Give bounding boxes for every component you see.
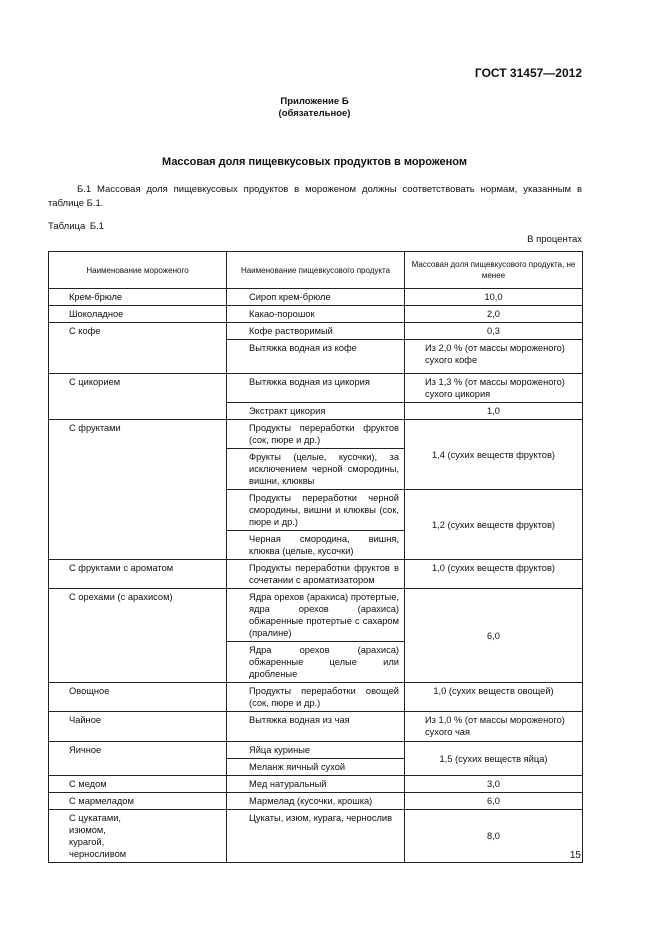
icecream-name-cell: С фруктами с ароматом <box>49 560 227 589</box>
product-cell: Какао-порошок <box>227 306 405 323</box>
units-note: В процентах <box>527 234 582 245</box>
product-cell: Продукты переработки черной смородины, вишни и клюквы (сок, пюре и др.) <box>227 490 405 531</box>
table-row <box>49 306 583 323</box>
icecream-name-cell: Яичное <box>49 742 227 776</box>
product-cell: Сироп крем-брюле <box>227 289 405 306</box>
table-header-row <box>49 252 583 289</box>
product-cell: Продукты переработки овощей (сок, пюре и др.) <box>227 683 405 712</box>
table-label <box>48 221 104 232</box>
product-cell: Ядра орехов (арахиса) протертые, ядра орехов (арахиса) обжаренные протертые с сахаром (пралине) <box>227 589 405 642</box>
value-cell: 6,0 <box>405 589 583 683</box>
value-cell: 1,0 (сухих веществ овощей) <box>405 683 583 712</box>
value-cell: Из 2,0 % (от массы мороженого) сухого кофе <box>405 340 583 374</box>
product-cell: Вытяжка водная из чая <box>227 712 405 742</box>
value-cell: 2,0 <box>405 306 583 323</box>
product-cell: Кофе растворимый <box>227 323 405 340</box>
icecream-name-cell: С фруктами <box>49 420 227 560</box>
icecream-name-cell: С мармеладом <box>49 793 227 810</box>
value-cell: Из 1,3 % (от массы мороженого) сухого цикория <box>405 374 583 403</box>
value-cell: 1,0 <box>405 403 583 420</box>
product-cell: Продукты переработки фруктов (сок, пюре и др.) <box>227 420 405 449</box>
header-product-name: Наименование пищевкусового продукта <box>227 252 405 289</box>
icecream-name-cell: С цикорием <box>49 374 227 420</box>
table-row <box>49 420 583 449</box>
value-cell: 3,0 <box>405 776 583 793</box>
intro-paragraph: Б.1 Массовая доля пищевкусовых продуктов в мороженом должны соответствовать нормам, указанным в таблице Б.1. <box>48 184 582 209</box>
value-cell: 10,0 <box>405 289 583 306</box>
table-row <box>49 374 583 403</box>
icecream-name-cell: С цукатами, изюмом, курагой, черносливом <box>49 810 227 863</box>
norms-table <box>48 251 583 863</box>
table-row <box>49 742 583 759</box>
table-row <box>49 793 583 810</box>
standard-number: ГОСТ 31457—2012 <box>474 66 582 80</box>
product-cell: Продукты переработки фруктов в сочетании с ароматизатором <box>227 560 405 589</box>
appendix-title: Приложение Б <box>280 96 349 107</box>
value-cell: 0,3 <box>405 323 583 340</box>
table-row <box>49 289 583 306</box>
table-label-word: Таблица <box>48 221 86 232</box>
value-cell: 1,2 (сухих веществ фруктов) <box>405 490 583 560</box>
product-cell: Яйца куриные <box>227 742 405 759</box>
table-row <box>49 589 583 642</box>
product-cell: Фрукты (целые, кусочки), за исключением черной смородины, вишни, клюквы <box>227 449 405 490</box>
table-row <box>49 683 583 712</box>
icecream-name-cell: Овощное <box>49 683 227 712</box>
value-cell: 1,0 (сухих веществ фруктов) <box>405 560 583 589</box>
appendix-subtitle: (обязательное) <box>278 108 351 119</box>
icecream-name-cell: Шоколадное <box>49 306 227 323</box>
product-cell: Черная смородина, вишня, клюква (целые, кусочки) <box>227 531 405 560</box>
product-cell: Вытяжка водная из кофе <box>227 340 405 374</box>
product-cell: Вытяжка водная из цикория <box>227 374 405 403</box>
table-row <box>49 712 583 742</box>
page-number: 15 <box>569 850 581 861</box>
icecream-name-cell: С орехами (с арахисом) <box>49 589 227 683</box>
table-row <box>49 560 583 589</box>
value-cell: 1,4 (сухих веществ фруктов) <box>405 420 583 490</box>
value-cell: Из 1,0 % (от массы мороженого) сухого чая <box>405 712 583 742</box>
section-title: Массовая доля пищевкусовых продуктов в мороженом <box>162 156 467 168</box>
table-row <box>49 323 583 340</box>
icecream-name-cell: С медом <box>49 776 227 793</box>
icecream-name-cell: Крем-брюле <box>49 289 227 306</box>
icecream-name-cell: С кофе <box>49 323 227 374</box>
table-number: Б.1 <box>89 221 105 232</box>
value-cell: 8,0 <box>405 810 583 863</box>
value-cell: 6,0 <box>405 793 583 810</box>
product-cell: Меланж яичный сухой <box>227 759 405 776</box>
header-icecream-name: Наименование мороженого <box>49 252 227 289</box>
table-row <box>49 810 583 863</box>
product-cell: Экстракт цикория <box>227 403 405 420</box>
header-mass-fraction: Массовая доля пищевкусового продукта, не менее <box>405 252 583 289</box>
product-cell: Ядра орехов (арахиса) обжаренные целые или дробленые <box>227 642 405 683</box>
product-cell: Мармелад (кусочки, крошка) <box>227 793 405 810</box>
table-row <box>49 776 583 793</box>
icecream-name-cell: Чайное <box>49 712 227 742</box>
product-cell: Мед натуральный <box>227 776 405 793</box>
product-cell: Цукаты, изюм, курага, чернослив <box>227 810 405 863</box>
value-cell: 1,5 (сухих веществ яйца) <box>405 742 583 776</box>
